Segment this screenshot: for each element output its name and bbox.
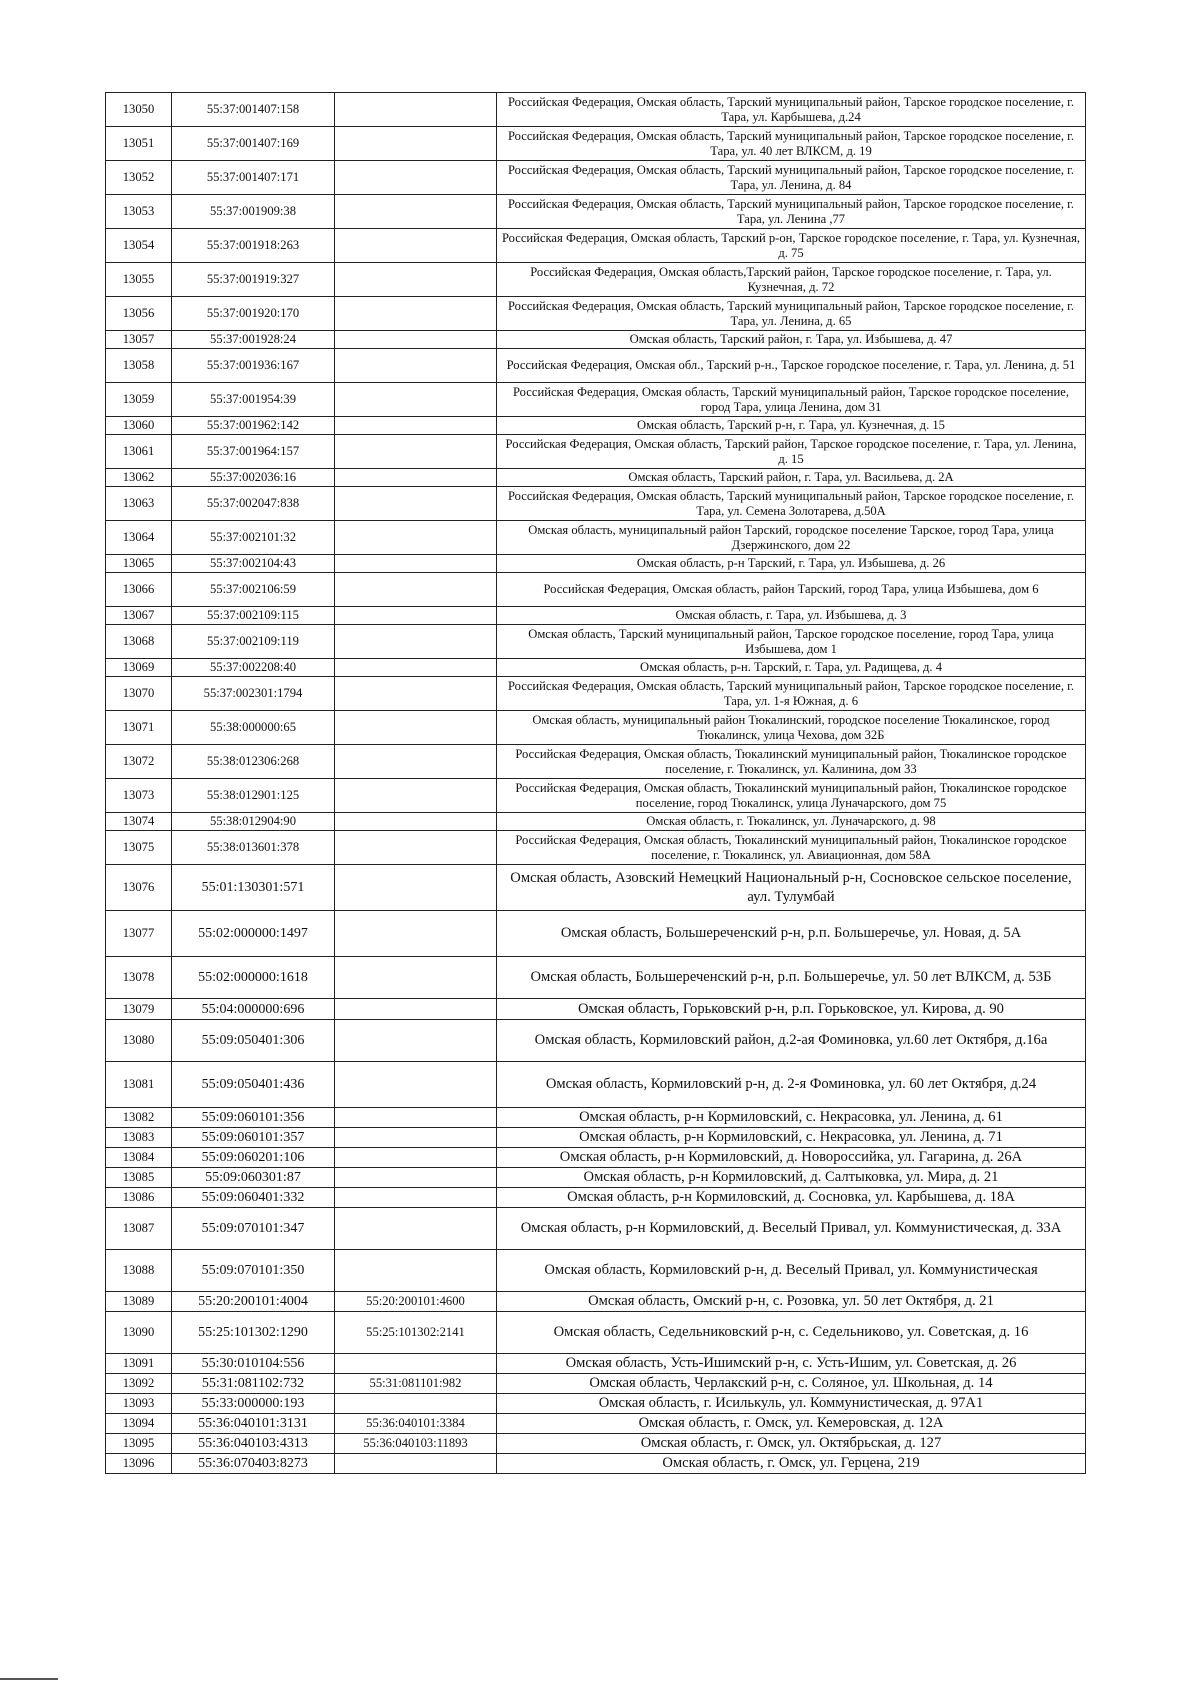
address: Омская область, Тарский район, г. Тара, ул. Васильева, д. 2А xyxy=(497,469,1086,487)
cadastral-number: 55:01:130301:571 xyxy=(172,865,335,911)
previous-cadastral-number xyxy=(335,469,497,487)
cadastral-number: 55:37:001936:167 xyxy=(172,349,335,383)
row-number: 13084 xyxy=(106,1148,172,1168)
table-row xyxy=(106,779,1086,813)
row-number: 13087 xyxy=(106,1208,172,1250)
row-number: 13063 xyxy=(106,487,172,521)
address: Омская область, муниципальный район Тарский, городское поселение Тарское, город Тара, улица Дзержинского, дом 22 xyxy=(497,521,1086,555)
table-row xyxy=(106,417,1086,435)
row-number: 13091 xyxy=(106,1354,172,1374)
previous-cadastral-number xyxy=(335,831,497,865)
row-number: 13090 xyxy=(106,1312,172,1354)
table-row xyxy=(106,555,1086,573)
previous-cadastral-number xyxy=(335,1108,497,1128)
cadastral-number: 55:38:012306:268 xyxy=(172,745,335,779)
previous-cadastral-number xyxy=(335,1250,497,1292)
table-row xyxy=(106,865,1086,911)
table-row xyxy=(106,331,1086,349)
table-row xyxy=(106,1148,1086,1168)
cadastral-number: 55:38:012901:125 xyxy=(172,779,335,813)
address: Омская область, Кормиловский р-н, д. Веселый Привал, ул. Коммунистическая xyxy=(497,1250,1086,1292)
row-number: 13077 xyxy=(106,911,172,957)
cadastral-number: 55:37:002109:119 xyxy=(172,625,335,659)
address: Омская область, р-н Кормиловский, с. Некрасовка, ул. Ленина, д. 61 xyxy=(497,1108,1086,1128)
row-number: 13061 xyxy=(106,435,172,469)
row-number: 13074 xyxy=(106,813,172,831)
address: Российская Федерация, Омская область, Тюкалинский муниципальный район, Тюкалинское городское поселение, город Тюкалинск, улица Луначарского, дом 75 xyxy=(497,779,1086,813)
cadastral-number: 55:37:001964:157 xyxy=(172,435,335,469)
address: Омская область, р-н Кормиловский, д. Сосновка, ул. Карбышева, д. 18А xyxy=(497,1188,1086,1208)
previous-cadastral-number xyxy=(335,1128,497,1148)
previous-cadastral-number xyxy=(335,625,497,659)
table-row xyxy=(106,999,1086,1020)
previous-cadastral-number xyxy=(335,607,497,625)
previous-cadastral-number xyxy=(335,711,497,745)
row-number: 13057 xyxy=(106,331,172,349)
cadastral-number: 55:04:000000:696 xyxy=(172,999,335,1020)
row-number: 13073 xyxy=(106,779,172,813)
address: Омская область, муниципальный район Тюкалинский, городское поселение Тюкалинское, город Тюкалинск, улица Чехова, дом 32Б xyxy=(497,711,1086,745)
table-row xyxy=(106,1250,1086,1292)
table-row xyxy=(106,813,1086,831)
cadastral-number: 55:37:002047:838 xyxy=(172,487,335,521)
row-number: 13059 xyxy=(106,383,172,417)
cadastral-number: 55:38:012904:90 xyxy=(172,813,335,831)
address: Российская Федерация, Омская обл., Тарский р-н., Тарское городское поселение, г. Тара, ул. Ленина, д. 51 xyxy=(497,349,1086,383)
table-row xyxy=(106,677,1086,711)
cadastral-number: 55:09:050401:306 xyxy=(172,1020,335,1062)
table-row xyxy=(106,487,1086,521)
cadastral-number: 55:36:040103:4313 xyxy=(172,1434,335,1454)
address: Российская Федерация, Омская область, район Тарский, город Тара, улица Избышева, дом 6 xyxy=(497,573,1086,607)
address: Российская Федерация, Омская область, Тарский муниципальный район, Тарское городское поселение, г. Тара, ул. Ленина ,77 xyxy=(497,195,1086,229)
cadastral-number: 55:37:002036:16 xyxy=(172,469,335,487)
previous-cadastral-number xyxy=(335,161,497,195)
previous-cadastral-number xyxy=(335,521,497,555)
previous-cadastral-number xyxy=(335,487,497,521)
previous-cadastral-number: 55:20:200101:4600 xyxy=(335,1292,497,1312)
address: Омская область, р-н. Тарский, г. Тара, ул. Радищева, д. 4 xyxy=(497,659,1086,677)
table-row xyxy=(106,1312,1086,1354)
cadastral-number: 55:37:001919:327 xyxy=(172,263,335,297)
previous-cadastral-number xyxy=(335,1394,497,1414)
cadastral-number: 55:37:002106:59 xyxy=(172,573,335,607)
table-row xyxy=(106,1374,1086,1394)
address: Омская область, Тарский район, г. Тара, ул. Избышева, д. 47 xyxy=(497,331,1086,349)
previous-cadastral-number: 55:36:040101:3384 xyxy=(335,1414,497,1434)
row-number: 13085 xyxy=(106,1168,172,1188)
address: Омская область, Большереченский р-н, р.п. Большеречье, ул. Новая, д. 5А xyxy=(497,911,1086,957)
address: Омская область, Седельниковский р-н, с. Седельниково, ул. Советская, д. 16 xyxy=(497,1312,1086,1354)
address: Омская область, г. Омск, ул. Герцена, 219 xyxy=(497,1454,1086,1474)
table-row xyxy=(106,263,1086,297)
address: Омская область, р-н Кормиловский, с. Некрасовка, ул. Ленина, д. 71 xyxy=(497,1128,1086,1148)
previous-cadastral-number xyxy=(335,417,497,435)
cadastral-number: 55:37:002104:43 xyxy=(172,555,335,573)
previous-cadastral-number xyxy=(335,1062,497,1108)
previous-cadastral-number xyxy=(335,911,497,957)
previous-cadastral-number xyxy=(335,229,497,263)
cadastral-number: 55:37:002109:115 xyxy=(172,607,335,625)
address: Омская область, Кормиловский р-н, д. 2-я Фоминовка, ул. 60 лет Октября, д.24 xyxy=(497,1062,1086,1108)
row-number: 13067 xyxy=(106,607,172,625)
row-number: 13094 xyxy=(106,1414,172,1434)
table-row xyxy=(106,161,1086,195)
address: Омская область, Азовский Немецкий Национальный р-н, Сосновское сельское поселение, аул. Тулумбай xyxy=(497,865,1086,911)
table-row xyxy=(106,93,1086,127)
table-row xyxy=(106,1454,1086,1474)
table-row xyxy=(106,1188,1086,1208)
address: Омская область, Большереченский р-н, р.п. Большеречье, ул. 50 лет ВЛКСМ, д. 53Б xyxy=(497,957,1086,999)
cadastral-number: 55:31:081102:732 xyxy=(172,1374,335,1394)
table-row xyxy=(106,383,1086,417)
previous-cadastral-number xyxy=(335,573,497,607)
previous-cadastral-number xyxy=(335,383,497,417)
address: Российская Федерация, Омская область, Тарский муниципальный район, Тарское городское поселение, г. Тара, ул. 40 лет ВЛКСМ, д. 19 xyxy=(497,127,1086,161)
previous-cadastral-number xyxy=(335,957,497,999)
table-row xyxy=(106,957,1086,999)
row-number: 13054 xyxy=(106,229,172,263)
previous-cadastral-number xyxy=(335,745,497,779)
previous-cadastral-number xyxy=(335,331,497,349)
address: Омская область, р-н Кормиловский, д. Новороссийка, ул. Гагарина, д. 26А xyxy=(497,1148,1086,1168)
address: Российская Федерация, Омская область, Тарский муниципальный район, Тарское городское поселение, г. Тара, ул. Карбышева, д.24 xyxy=(497,93,1086,127)
previous-cadastral-number xyxy=(335,1020,497,1062)
table-row xyxy=(106,1414,1086,1434)
address: Омская область, г. Тара, ул. Избышева, д. 3 xyxy=(497,607,1086,625)
address: Российская Федерация, Омская область, Тарский район, Тарское городское поселение, г. Тара, ул. Ленина, д. 15 xyxy=(497,435,1086,469)
address: Российская Федерация, Омская область, Тюкалинский муниципальный район, Тюкалинское городское поселение, г. Тюкалинск, ул. Авиационная, дом 58А xyxy=(497,831,1086,865)
previous-cadastral-number xyxy=(335,1354,497,1374)
row-number: 13062 xyxy=(106,469,172,487)
table-row xyxy=(106,229,1086,263)
row-number: 13052 xyxy=(106,161,172,195)
row-number: 13060 xyxy=(106,417,172,435)
address: Омская область, Тарский муниципальный район, Тарское городское поселение, город Тара, улица Избышева, дом 1 xyxy=(497,625,1086,659)
cadastral-number: 55:25:101302:1290 xyxy=(172,1312,335,1354)
row-number: 13080 xyxy=(106,1020,172,1062)
table-row xyxy=(106,469,1086,487)
previous-cadastral-number xyxy=(335,555,497,573)
previous-cadastral-number xyxy=(335,1208,497,1250)
previous-cadastral-number xyxy=(335,195,497,229)
address: Омская область, р-н Кормиловский, д. Веселый Привал, ул. Коммунистическая, д. 33А xyxy=(497,1208,1086,1250)
cadastral-number: 55:37:001407:169 xyxy=(172,127,335,161)
table-row xyxy=(106,349,1086,383)
row-number: 13053 xyxy=(106,195,172,229)
property-register-table xyxy=(105,92,1086,1474)
cadastral-number: 55:09:070101:347 xyxy=(172,1208,335,1250)
address: Российская Федерация, Омская область, Тарский муниципальный район, Тарское городское поселение, г. Тара, ул. Ленина, д. 65 xyxy=(497,297,1086,331)
row-number: 13079 xyxy=(106,999,172,1020)
table-row xyxy=(106,607,1086,625)
previous-cadastral-number xyxy=(335,263,497,297)
table-row xyxy=(106,521,1086,555)
table-row xyxy=(106,297,1086,331)
row-number: 13081 xyxy=(106,1062,172,1108)
table-row xyxy=(106,625,1086,659)
address: Омская область, Омский р-н, с. Розовка, ул. 50 лет Октября, д. 21 xyxy=(497,1292,1086,1312)
cadastral-number: 55:38:013601:378 xyxy=(172,831,335,865)
previous-cadastral-number: 55:25:101302:2141 xyxy=(335,1312,497,1354)
row-number: 13066 xyxy=(106,573,172,607)
table-row xyxy=(106,435,1086,469)
row-number: 13072 xyxy=(106,745,172,779)
previous-cadastral-number: 55:36:040103:11893 xyxy=(335,1434,497,1454)
row-number: 13093 xyxy=(106,1394,172,1414)
row-number: 13092 xyxy=(106,1374,172,1394)
address: Омская область, Тарский р-н, г. Тара, ул. Кузнечная, д. 15 xyxy=(497,417,1086,435)
row-number: 13069 xyxy=(106,659,172,677)
address: Российская Федерация, Омская область, Тарский муниципальный район, Тарское городское поселение, г. Тара, ул. 1-я Южная, д. 6 xyxy=(497,677,1086,711)
cadastral-number: 55:37:001407:158 xyxy=(172,93,335,127)
cadastral-number: 55:36:040101:3131 xyxy=(172,1414,335,1434)
row-number: 13068 xyxy=(106,625,172,659)
table-row xyxy=(106,831,1086,865)
cadastral-number: 55:02:000000:1497 xyxy=(172,911,335,957)
row-number: 13064 xyxy=(106,521,172,555)
row-number: 13096 xyxy=(106,1454,172,1474)
row-number: 13086 xyxy=(106,1188,172,1208)
address: Омская область, р-н Тарский, г. Тара, ул. Избышева, д. 26 xyxy=(497,555,1086,573)
address: Российская Федерация, Омская область, Тюкалинский муниципальный район, Тюкалинское городское поселение, г. Тюкалинск, ул. Калинина, дом 33 xyxy=(497,745,1086,779)
cadastral-number: 55:37:002101:32 xyxy=(172,521,335,555)
table-row xyxy=(106,745,1086,779)
page-edge-mark xyxy=(0,1678,58,1680)
cadastral-number: 55:09:060101:357 xyxy=(172,1128,335,1148)
previous-cadastral-number: 55:31:081101:982 xyxy=(335,1374,497,1394)
table-row xyxy=(106,573,1086,607)
row-number: 13075 xyxy=(106,831,172,865)
table-row xyxy=(106,1354,1086,1374)
previous-cadastral-number xyxy=(335,865,497,911)
address: Российская Федерация, Омская область, Тарский муниципальный район, Тарское городское поселение, г. Тара, ул. Ленина, д. 84 xyxy=(497,161,1086,195)
cadastral-number: 55:37:001962:142 xyxy=(172,417,335,435)
cadastral-number: 55:02:000000:1618 xyxy=(172,957,335,999)
previous-cadastral-number xyxy=(335,813,497,831)
table-row xyxy=(106,911,1086,957)
cadastral-number: 55:09:060101:356 xyxy=(172,1108,335,1128)
row-number: 13070 xyxy=(106,677,172,711)
cadastral-number: 55:37:001954:39 xyxy=(172,383,335,417)
address: Омская область, р-н Кормиловский, д. Салтыковка, ул. Мира, д. 21 xyxy=(497,1168,1086,1188)
previous-cadastral-number xyxy=(335,999,497,1020)
row-number: 13088 xyxy=(106,1250,172,1292)
table-row xyxy=(106,659,1086,677)
previous-cadastral-number xyxy=(335,297,497,331)
previous-cadastral-number xyxy=(335,1168,497,1188)
row-number: 13082 xyxy=(106,1108,172,1128)
cadastral-number: 55:09:060301:87 xyxy=(172,1168,335,1188)
cadastral-number: 55:37:001928:24 xyxy=(172,331,335,349)
previous-cadastral-number xyxy=(335,1148,497,1168)
table-row xyxy=(106,1168,1086,1188)
address: Омская область, Кормиловский район, д.2-ая Фоминовка, ул.60 лет Октября, д.16а xyxy=(497,1020,1086,1062)
address: Омская область, Усть-Ишимский р-н, с. Усть-Ишим, ул. Советская, д. 26 xyxy=(497,1354,1086,1374)
previous-cadastral-number xyxy=(335,677,497,711)
row-number: 13056 xyxy=(106,297,172,331)
table-row xyxy=(106,1108,1086,1128)
row-number: 13065 xyxy=(106,555,172,573)
table-row xyxy=(106,127,1086,161)
cadastral-number: 55:20:200101:4004 xyxy=(172,1292,335,1312)
row-number: 13071 xyxy=(106,711,172,745)
previous-cadastral-number xyxy=(335,1454,497,1474)
cadastral-number: 55:09:060401:332 xyxy=(172,1188,335,1208)
cadastral-number: 55:09:050401:436 xyxy=(172,1062,335,1108)
previous-cadastral-number xyxy=(335,349,497,383)
address: Омская область, г. Исилькуль, ул. Коммунистическая, д. 97А1 xyxy=(497,1394,1086,1414)
row-number: 13078 xyxy=(106,957,172,999)
address: Российская Федерация, Омская область,Тарский район, Тарское городское поселение, г. Тара, ул. Кузнечная, д. 72 xyxy=(497,263,1086,297)
cadastral-number: 55:37:001407:171 xyxy=(172,161,335,195)
address: Российская Федерация, Омская область, Тарский муниципальный район, Тарское городское поселение, город Тара, улица Ленина, дом 31 xyxy=(497,383,1086,417)
cadastral-number: 55:38:000000:65 xyxy=(172,711,335,745)
row-number: 13076 xyxy=(106,865,172,911)
address: Омская область, г. Омск, ул. Кемеровская, д. 12А xyxy=(497,1414,1086,1434)
table-row xyxy=(106,1062,1086,1108)
table-body xyxy=(106,93,1086,1474)
address: Российская Федерация, Омская область, Тарский муниципальный район, Тарское городское поселение, г. Тара, ул. Семена Золотарева, д.50А xyxy=(497,487,1086,521)
table-row xyxy=(106,1434,1086,1454)
cadastral-number: 55:37:001918:263 xyxy=(172,229,335,263)
table-row xyxy=(106,1020,1086,1062)
previous-cadastral-number xyxy=(335,127,497,161)
address: Омская область, Черлакский р-н, с. Соляное, ул. Школьная, д. 14 xyxy=(497,1374,1086,1394)
cadastral-number: 55:37:002301:1794 xyxy=(172,677,335,711)
row-number: 13051 xyxy=(106,127,172,161)
cadastral-number: 55:37:001909:38 xyxy=(172,195,335,229)
cadastral-number: 55:37:001920:170 xyxy=(172,297,335,331)
address: Российская Федерация, Омская область, Тарский р-он, Тарское городское поселение, г. Тара, ул. Кузнечная, д. 75 xyxy=(497,229,1086,263)
cadastral-number: 55:30:010104:556 xyxy=(172,1354,335,1374)
row-number: 13089 xyxy=(106,1292,172,1312)
cadastral-number: 55:09:070101:350 xyxy=(172,1250,335,1292)
row-number: 13058 xyxy=(106,349,172,383)
row-number: 13095 xyxy=(106,1434,172,1454)
address: Омская область, г. Тюкалинск, ул. Луначарского, д. 98 xyxy=(497,813,1086,831)
cadastral-number: 55:36:070403:8273 xyxy=(172,1454,335,1474)
previous-cadastral-number xyxy=(335,1188,497,1208)
row-number: 13055 xyxy=(106,263,172,297)
previous-cadastral-number xyxy=(335,779,497,813)
row-number: 13050 xyxy=(106,93,172,127)
table-row xyxy=(106,195,1086,229)
previous-cadastral-number xyxy=(335,659,497,677)
cadastral-number: 55:37:002208:40 xyxy=(172,659,335,677)
table-row xyxy=(106,1394,1086,1414)
cadastral-number: 55:09:060201:106 xyxy=(172,1148,335,1168)
table-row xyxy=(106,1292,1086,1312)
table-row xyxy=(106,711,1086,745)
row-number: 13083 xyxy=(106,1128,172,1148)
table-row xyxy=(106,1128,1086,1148)
address: Омская область, Горьковский р-н, р.п. Горьковское, ул. Кирова, д. 90 xyxy=(497,999,1086,1020)
previous-cadastral-number xyxy=(335,93,497,127)
cadastral-number: 55:33:000000:193 xyxy=(172,1394,335,1414)
previous-cadastral-number xyxy=(335,435,497,469)
table-row xyxy=(106,1208,1086,1250)
address: Омская область, г. Омск, ул. Октябрьская, д. 127 xyxy=(497,1434,1086,1454)
